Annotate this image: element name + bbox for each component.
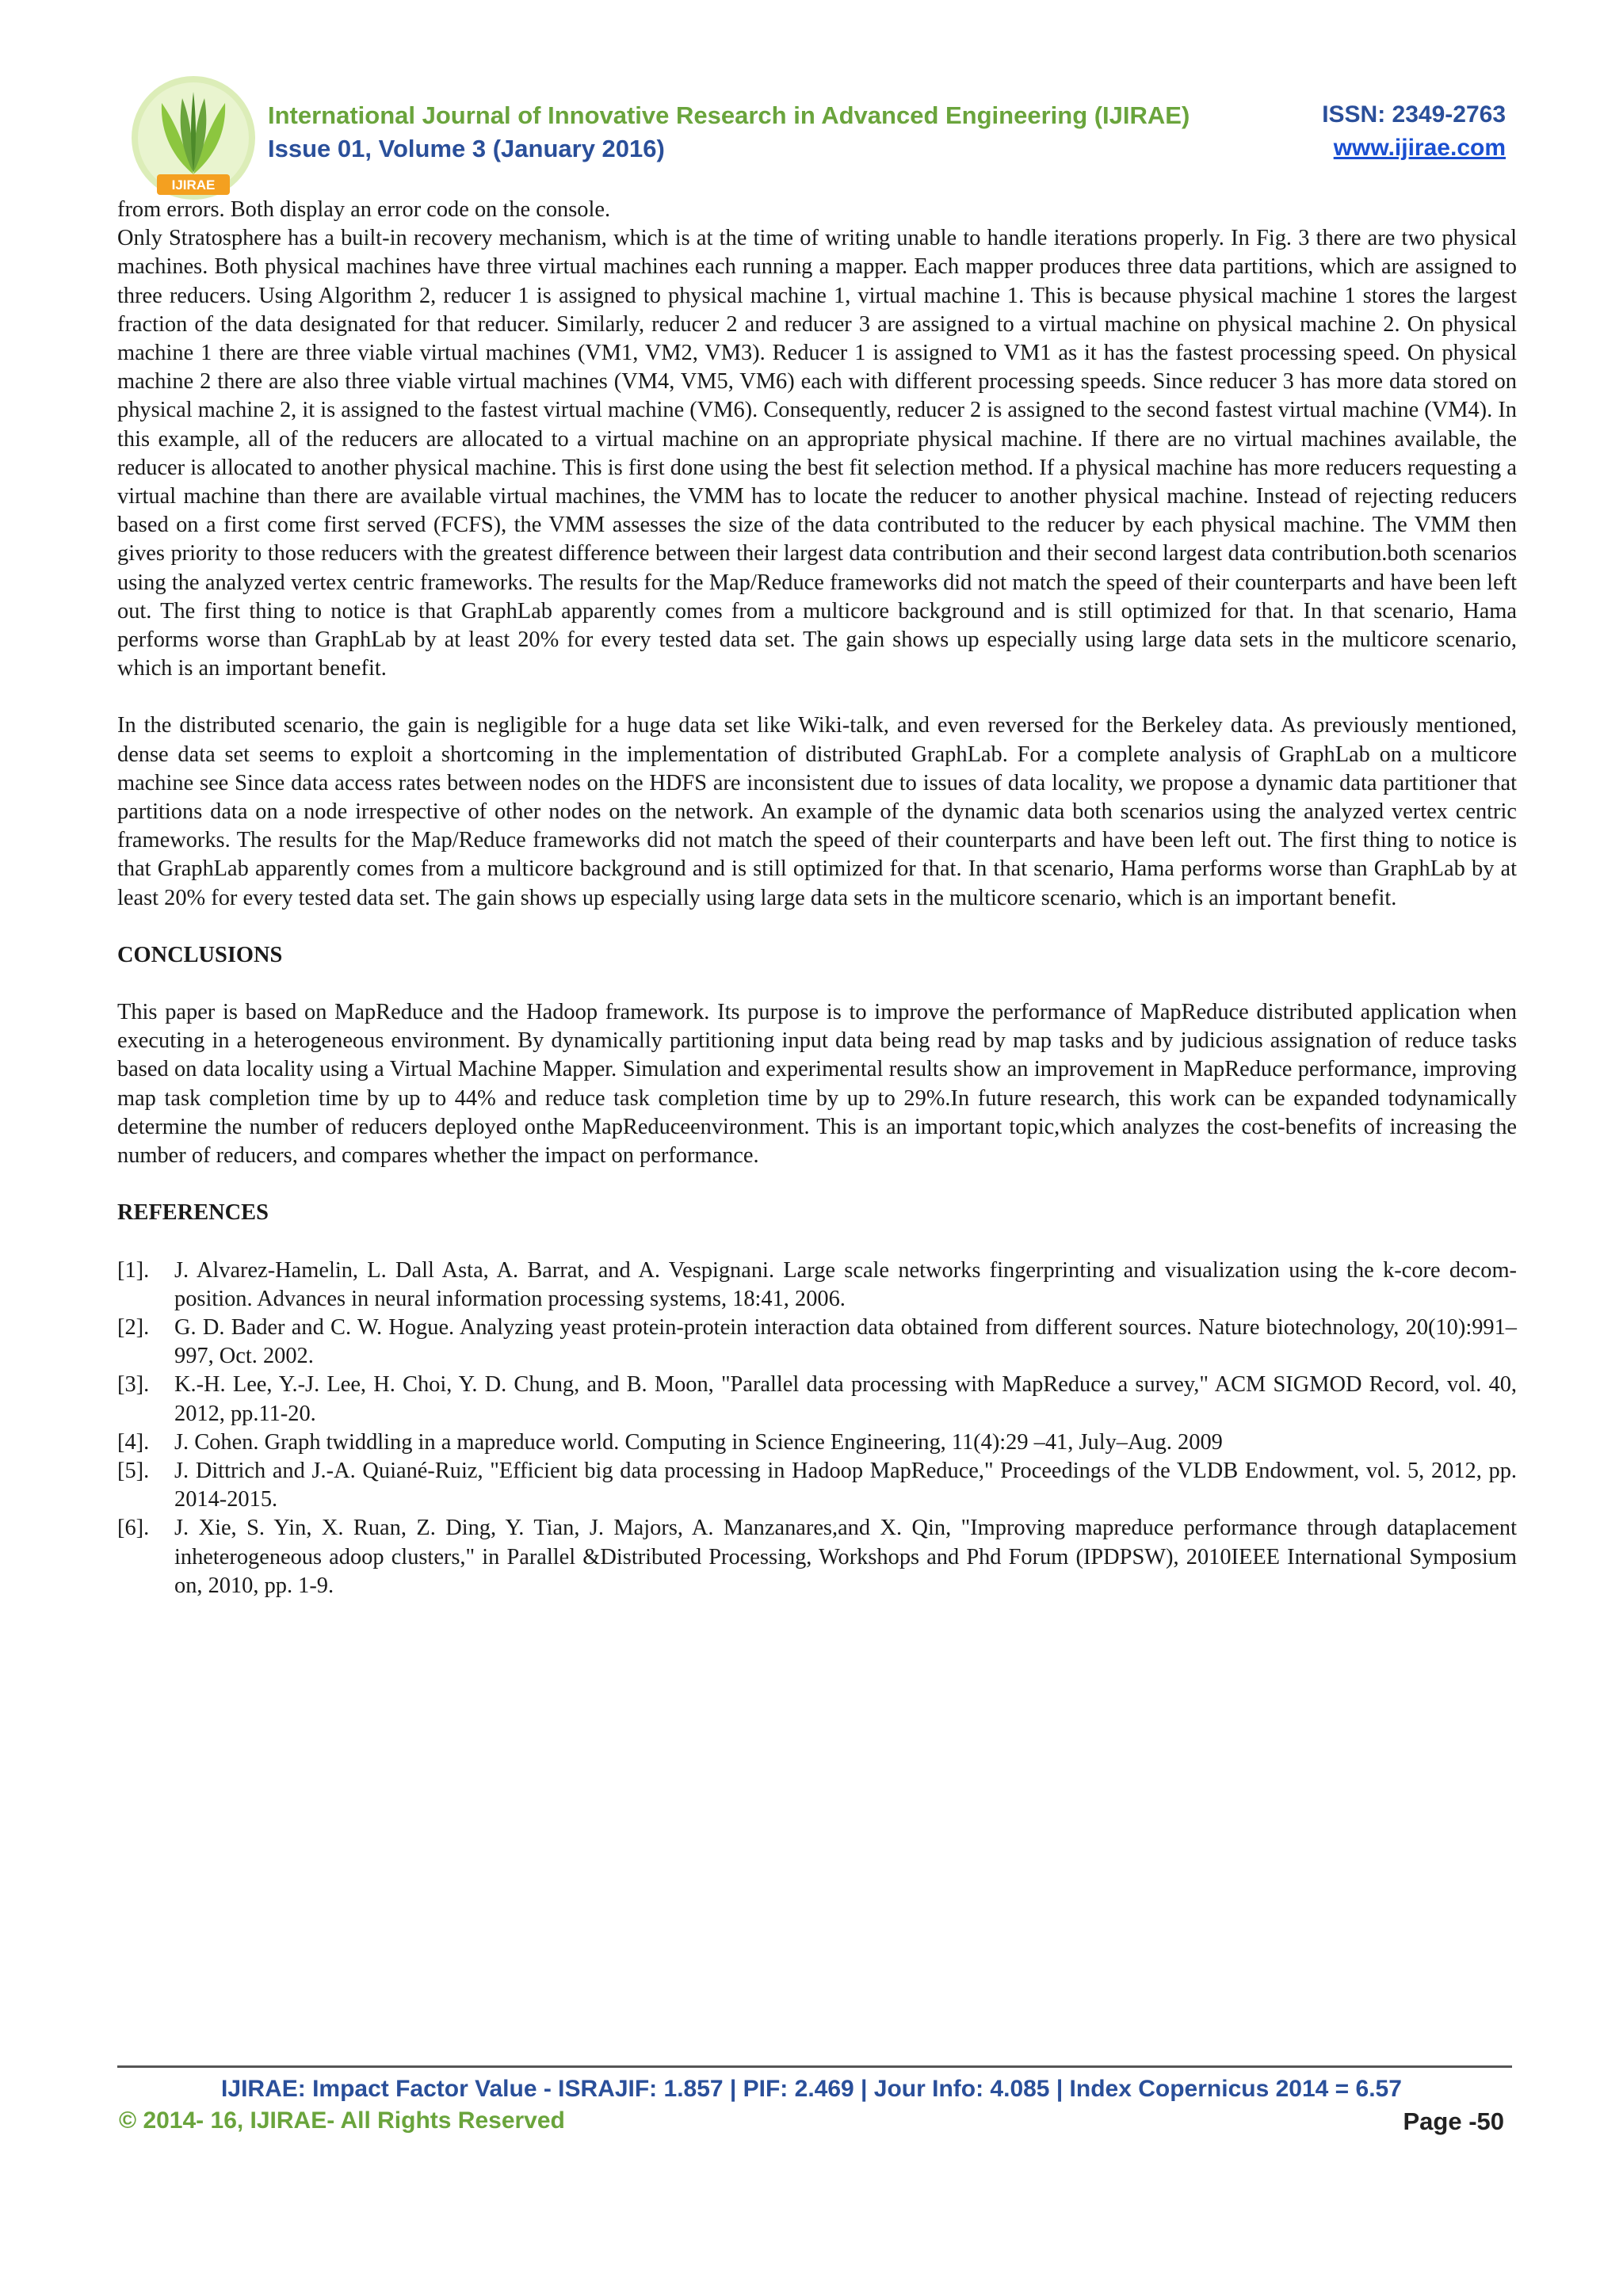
journal-title: International Journal of Innovative Research in Advanced Engineering (IJIRAE) <box>268 101 1190 129</box>
reference-item <box>117 1257 1517 1314</box>
reference-text: K.-H. Lee, Y.-J. Lee, H. Choi, Y. D. Chung, and B. Moon, "Parallel data processing with MapReduce a survey," ACM SIGMOD Record, vol. 40, 2012, pp.11-20. <box>174 1372 1517 1426</box>
reference-number: [2]. <box>117 1314 150 1340</box>
conclusions-heading: CONCLUSIONS <box>117 942 283 967</box>
svg-text:IJIRAE: IJIRAE <box>171 177 216 193</box>
reference-number: [1]. <box>117 1257 150 1283</box>
journal-website-link[interactable]: www.ijirae.com <box>1333 135 1506 161</box>
page-header <box>127 62 1506 212</box>
reference-text: J. Cohen. Graph twiddling in a mapreduce world. Computing in Science Engineering, 11(4):29 –41, July–Aug. 2009 <box>174 1429 1223 1455</box>
reference-number: [6]. <box>117 1516 150 1541</box>
paragraph-distributed: In the distributed scenario, the gain is negligible for a huge data set like Wiki-talk, and even reversed for the Berkeley data. As previously mentioned, dense data set seems to exploit a shortcoming in the implementation of distributed GraphLab. For a complete analysis of GraphLab on a multicore machine see Since data access rates between nodes on the HDFS are inconsistent due to issues of data locality, we propose a dynamic data partitioner that partitions data on a node irrespective of other nodes on the network. An example of the dynamic data both scenarios using the analyzed vertex centric frameworks. The results for the Map/Reduce frameworks did not match the speed of their counterparts and have been left out. The first thing to notice is that GraphLab apparently comes from a multicore background and is still optimized for that. In that scenario, Hama performs worse than GraphLab by at least 20% for every tested data set. The gain shows up especially using large data sets in the multicore scenario, which is an important benefit. <box>117 713 1517 910</box>
paragraph-recovery: Only Stratosphere has a built-in recovery mechanism, which is at the time of writing unable to handle iterations properly. In Fig. 3 there are two physical machines. Both physical machines have three virtual machines each running a mapper. Each mapper produces three data partitions, which are assigned to three reducers. Using Algorithm 2, reducer 1 is assigned to physical machine 1, virtual machine 1. This is because physical machine 1 stores the largest fraction of the data designated for that reducer. Similarly, reducer 2 and reducer 3 are assigned to a virtual machine on physical machine 2. On physical machine 1 there are three viable virtual machines (VM1, VM2, VM3). Reducer 1 is assigned to VM1 as it has the fastest processing speed. On physical machine 2 there are also three viable virtual machines (VM4, VM5, VM6) each with different processing speeds. Since reducer 3 has more data stored on physical machine 2, it is assigned to the fastest virtual machine (VM6). Consequently, reducer 2 is assigned to the second fastest virtual machine (VM4). In this example, all of the reducers are allocated to a virtual machine on an appropriate physical machine. If there are no virtual machines available, the reducer is allocated to another physical machine. This is first done using the best fit selection method. If a physical machine has more reducers requesting a virtual machine than there are available virtual machines, the VMM has to locate the reducer to another physical machine. Instead of rejecting reducers based on a first come first served (FCFS), the VMM assesses the size of the data contributed to the reducer by each physical machine. The VMM then gives priority to those reducers with the greatest difference between their largest data contribution and their second largest data contribution.both scenarios using the analyzed vertex centric frameworks. The results for the Map/Reduce frameworks did not match the speed of their counterparts and have been left out. The first thing to notice is that GraphLab apparently comes from a multicore background and is still optimized for that. In that scenario, Hama performs worse than GraphLab by at least 20% for every tested data set. The gain shows up especially using large data sets in the multicore scenario, which is an important benefit. <box>117 226 1517 681</box>
page-number: Page -50 <box>1403 2107 1504 2135</box>
journal-issue: Issue 01, Volume 3 (January 2016) <box>268 135 665 162</box>
paragraph-conclusions: This paper is based on MapReduce and the Hadoop framework. Its purpose is to improve the performance of MapReduce distributed application when executing in a heterogeneous environment. By dynamically partitioning input data being read by map tasks and by judicious assignation of reduce tasks based on data locality using a Virtual Machine Mapper. Simulation and experimental results show an improvement in MapReduce performance, improving map task completion time by up to 44% and reduce task completion time by up to 29%.In future research, this work can be expanded todynamically determine the number of reducers deployed onthe MapReduceenvironment. This is an important topic,which analyzes the cost-benefits of increasing the number of reducers, and compares whether the impact on performance. <box>117 1000 1517 1169</box>
reference-list <box>117 1257 1517 1600</box>
reference-number: [5]. <box>117 1458 150 1483</box>
reference-text: J. Alvarez-Hamelin, L. Dall Asta, A. Barrat, and A. Vespignani. Large scale networks fingerprinting and visualization using the k-core decom-position. Advances in neural information processing systems, 18:41, 2006. <box>174 1257 1517 1311</box>
reference-number: [3]. <box>117 1372 150 1398</box>
reference-number: [4]. <box>117 1429 150 1455</box>
reference-item <box>117 1371 1517 1428</box>
footer-impact-factor: IJIRAE: Impact Factor Value - ISRAJIF: 1.857 | PIF: 2.469 | Jour Info: 4.085 | Index Copernicus 2014 = 6.57 <box>221 2076 1402 2102</box>
issn-label: ISSN: 2349-2763 <box>1322 101 1506 128</box>
reference-item <box>117 1428 1517 1457</box>
reference-text: J. Xie, S. Yin, X. Ruan, Z. Ding, Y. Tian, J. Majors, A. Manzanares,and X. Qin, "Improving mapreduce performance through dataplacement inheterogeneous adoop clusters," in Parallel &Distributed Processing, Workshops and Phd Forum (IPDPSW), 2010IEEE International Symposium on, 2010, pp. 1-9. <box>174 1516 1517 1598</box>
reference-item <box>117 1457 1517 1514</box>
ijirae-logo-icon <box>127 71 260 204</box>
reference-text: J. Dittrich and J.-A. Quiané-Ruiz, "Efficient big data processing in Hadoop MapReduce," Proceedings of the VLDB Endowment, vol. 5, 2012, pp. 2014-2015. <box>174 1458 1517 1512</box>
reference-item <box>117 1514 1517 1600</box>
reference-text: G. D. Bader and C. W. Hogue. Analyzing yeast protein-protein interaction data obtained from different sources. Nature biotechnology, 20(10):991–997, Oct. 2002. <box>174 1314 1517 1369</box>
article-body <box>117 196 1517 1600</box>
footer-divider <box>117 2065 1512 2068</box>
references-heading: REFERENCES <box>117 1200 269 1226</box>
paragraph-continued: from errors. Both display an error code on the console. <box>117 197 611 222</box>
reference-item <box>117 1314 1517 1371</box>
footer-copyright: © 2014- 16, IJIRAE- All Rights Reserved <box>119 2107 565 2134</box>
